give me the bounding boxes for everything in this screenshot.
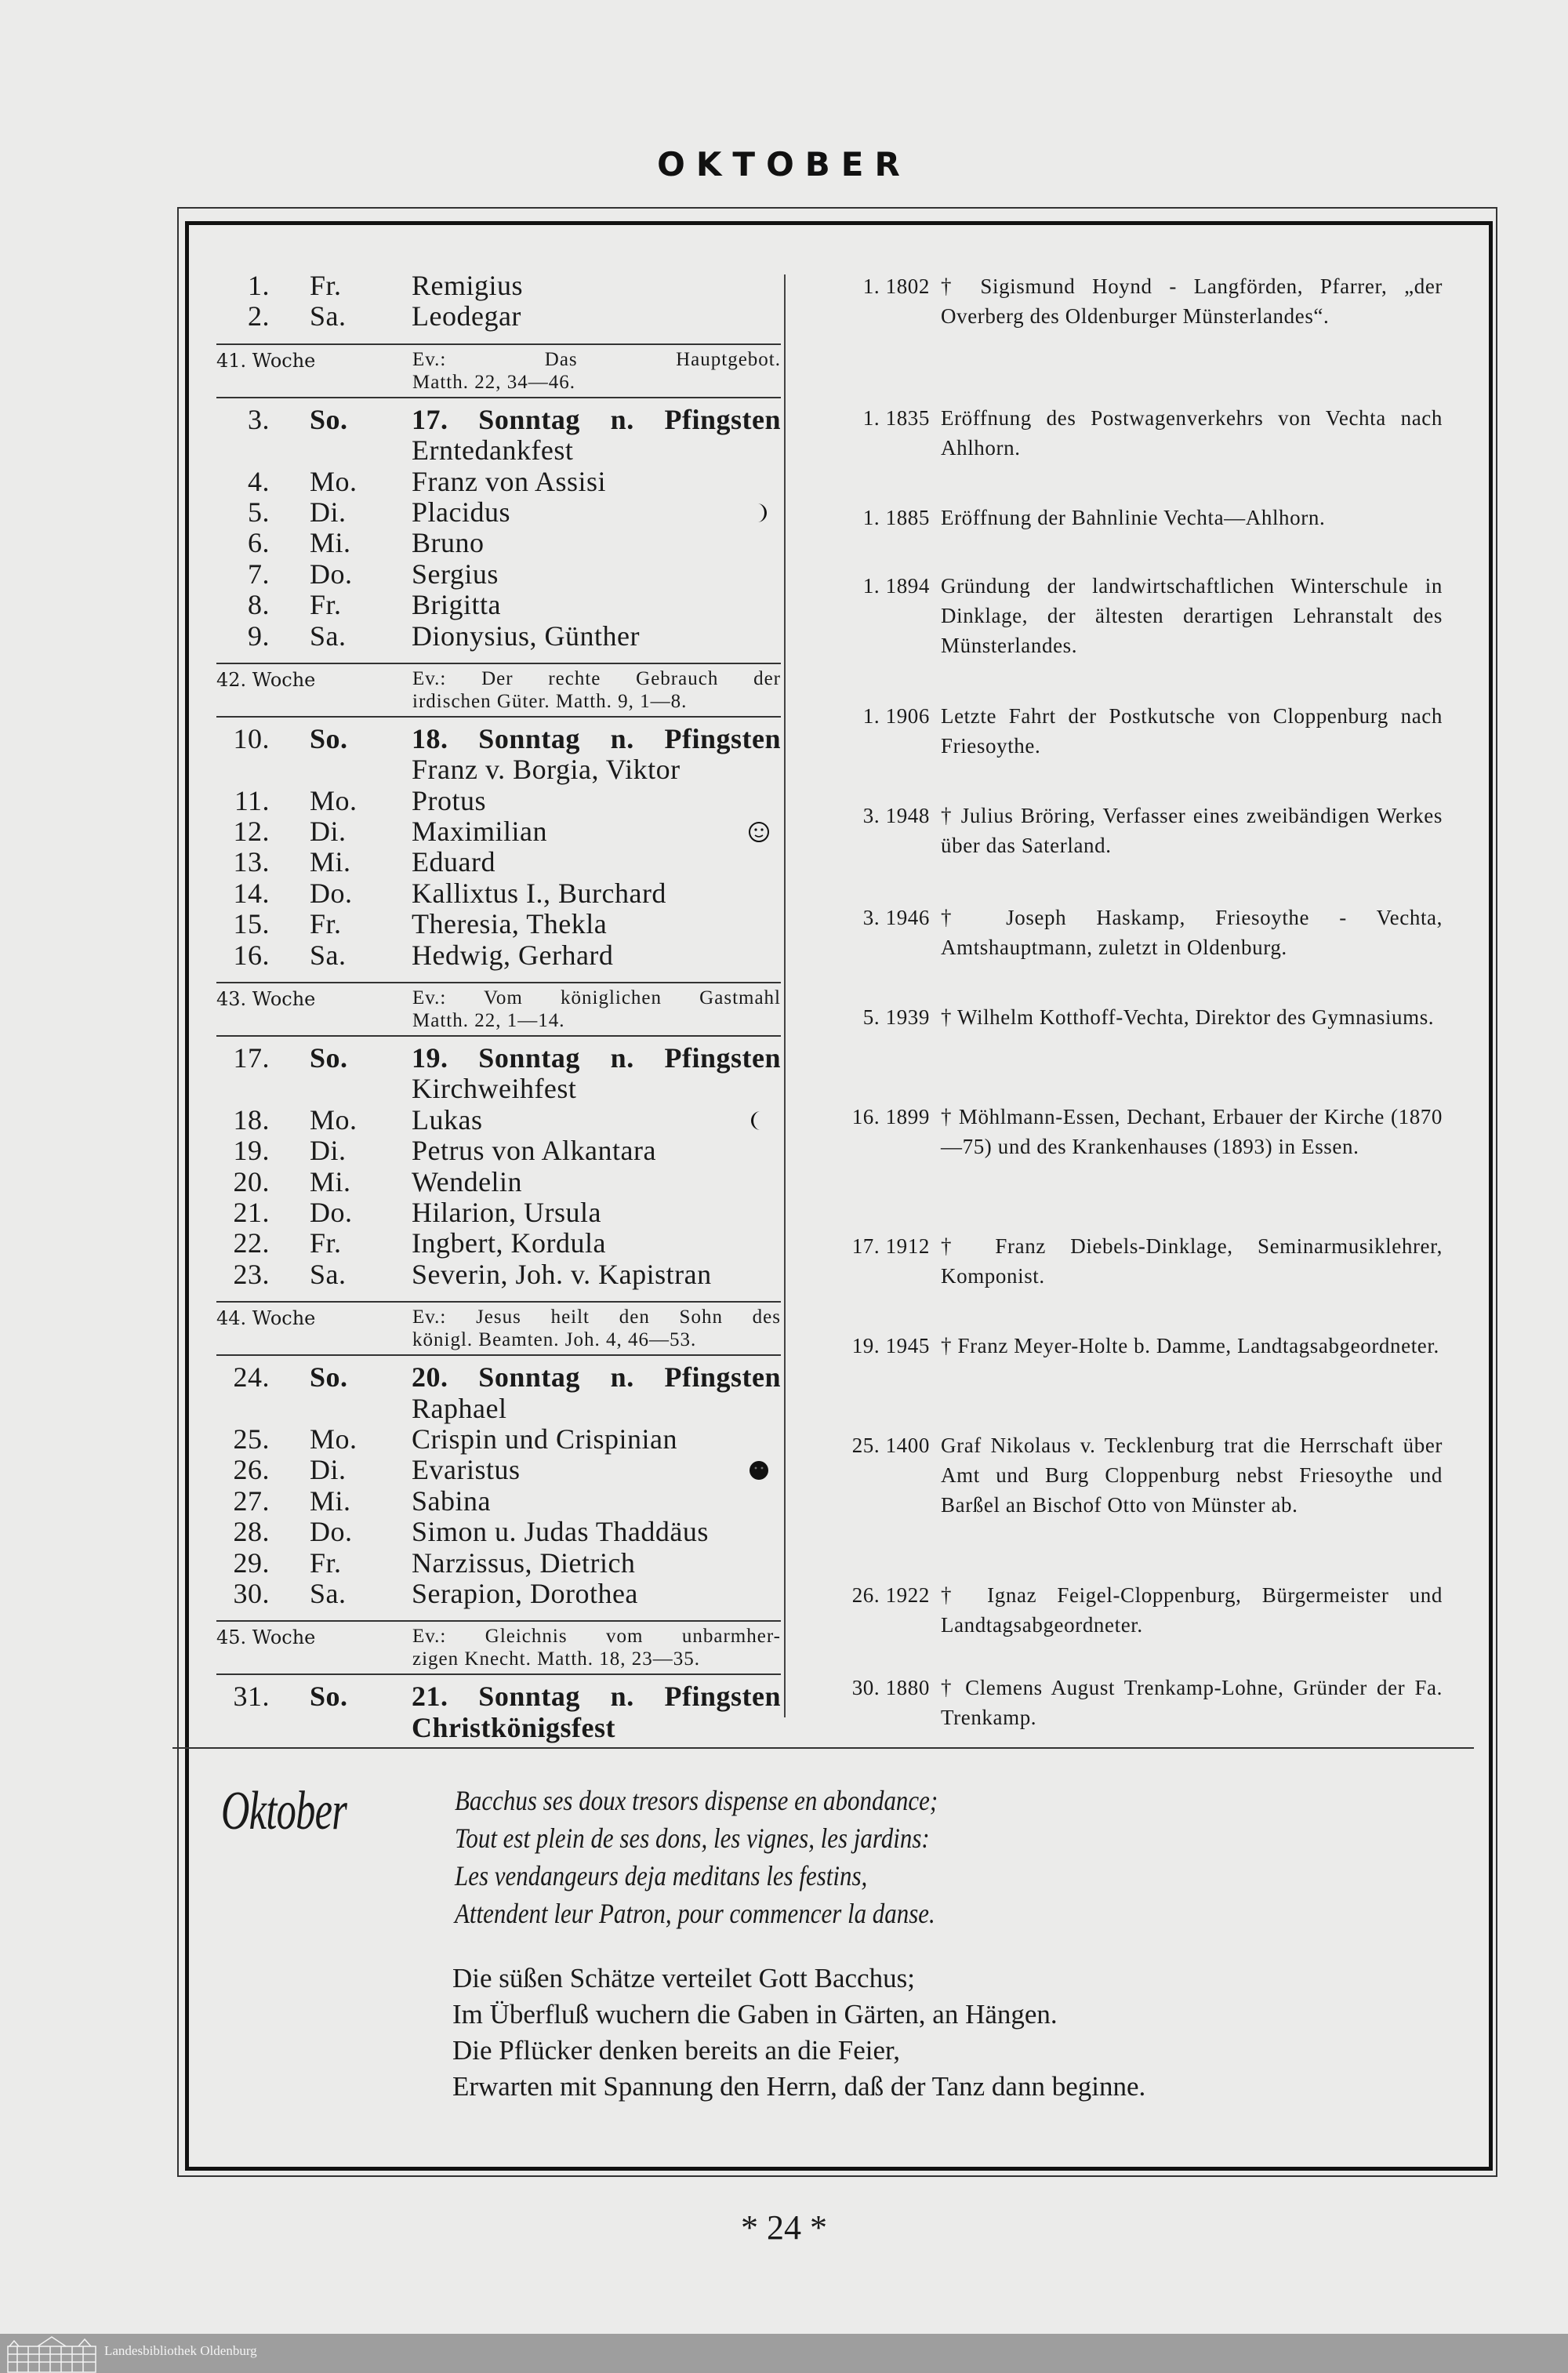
calendar-day-row: [212, 1136, 781, 1166]
day-number: 29.: [233, 1546, 270, 1579]
weekday: Sa.: [310, 1258, 347, 1290]
day-number: 23.: [233, 1258, 270, 1290]
day-number: 27.: [233, 1484, 270, 1517]
week-block: [216, 343, 781, 398]
calendar-day-row: [212, 847, 781, 878]
calendar-day-row: [212, 301, 781, 332]
poem-german: [452, 1961, 1145, 2105]
gospel-line: Matth. 22, 1—14.: [412, 1010, 565, 1032]
poem-line: Im Überfluß wuchern die Gaben in Gärten, an Hängen.: [452, 1999, 1058, 2030]
history-entry: [831, 271, 1443, 331]
weekday: Do.: [310, 877, 353, 909]
day-number: 6.: [248, 527, 270, 559]
calendar-day-row: [212, 1455, 781, 1485]
weekday: Do.: [310, 1196, 353, 1228]
history-entry: [831, 903, 1443, 962]
gospel-line: Ev.: Der rechte Gebrauch der: [412, 667, 781, 689]
weekday: So.: [310, 1681, 348, 1713]
poem-french: [455, 1782, 938, 1932]
day-number: 24.: [233, 1361, 270, 1394]
day-number: 13.: [233, 846, 270, 878]
saint-name: Narzissus, Dietrich: [412, 1546, 636, 1579]
week-label: 45. Woche: [216, 1626, 316, 1649]
calendar-day-row: [212, 497, 781, 528]
calendar-day-row: [212, 1362, 781, 1393]
weekday: Mi.: [310, 527, 351, 559]
weekday: So.: [310, 722, 348, 754]
saint-name: Theresia, Thekla: [412, 908, 608, 940]
saint-name: Ingbert, Kordula: [412, 1227, 606, 1259]
weekday: Fr.: [310, 270, 342, 301]
calendar-day-row: [212, 1197, 781, 1228]
saint-name: Bruno: [412, 527, 485, 559]
weekday: Sa.: [310, 620, 347, 652]
history-entry: [831, 403, 1443, 463]
calendar-day-row: [212, 909, 781, 939]
saint-name: Leodegar: [412, 300, 521, 333]
calendar-day-row: [212, 1548, 781, 1579]
saint-name: Evaristus: [412, 1454, 521, 1486]
poem-heading: Oktober: [221, 1781, 347, 1841]
sunday-title: 20. Sonntag n. Pfingsten: [412, 1361, 781, 1394]
day-number: 11.: [234, 784, 270, 816]
gospel-reading: [412, 348, 781, 394]
calendar-column: [212, 271, 781, 1743]
first-quarter-moon-icon: [748, 502, 770, 524]
history-entry: [831, 503, 1443, 532]
history-date: 5. 1939: [862, 1005, 930, 1029]
gospel-line: zigen Knecht. Matth. 18, 23—35.: [412, 1648, 701, 1670]
history-text: Letzte Fahrt der Postkutsche von Cloppenburg nach Friesoythe.: [941, 704, 1443, 758]
weekday: Mi.: [310, 846, 351, 878]
gospel-line: königl. Beamten. Joh. 4, 46—53.: [412, 1329, 697, 1351]
day-number: 15.: [233, 908, 270, 940]
calendar-day-row: [212, 1713, 781, 1743]
saint-name: Sergius: [412, 558, 499, 590]
saint-name: Dionysius, Günther: [412, 620, 640, 652]
weekday: Di.: [310, 816, 347, 848]
poem-line: Erwarten mit Spannung den Herrn, daß der Tanz dann beginne.: [452, 2071, 1146, 2102]
week-block: [216, 982, 781, 1037]
day-number: 4.: [248, 465, 270, 497]
weekday: So.: [310, 1361, 348, 1394]
history-date: 25. 1400: [851, 1434, 930, 1457]
calendar-day-row: [212, 816, 781, 847]
day-number: 25.: [233, 1423, 270, 1455]
saint-name: Simon u. Judas Thaddäus: [412, 1516, 709, 1548]
weekday: Mi.: [310, 1165, 351, 1197]
saint-name: Severin, Joh. v. Kapistran: [412, 1258, 712, 1290]
weekday: Sa.: [310, 939, 347, 971]
saint-name: Kallixtus I., Burchard: [412, 877, 666, 909]
weekday: Fr.: [310, 1227, 342, 1259]
week-label: 43. Woche: [216, 988, 316, 1011]
day-number: 21.: [233, 1196, 270, 1228]
calendar-day-row: [212, 940, 781, 971]
sunday-title: 19. Sonntag n. Pfingsten: [412, 1042, 781, 1074]
weekday: Di.: [310, 1135, 347, 1167]
new-moon-icon: [748, 1459, 770, 1481]
gospel-reading: [412, 667, 781, 713]
history-date: 3. 1948: [862, 804, 930, 827]
gospel-reading: [412, 987, 781, 1032]
history-date: 16. 1899: [851, 1105, 930, 1128]
history-text: † Clemens August Trenkamp-Lohne, Gründer der Fa. Trenkamp.: [941, 1676, 1443, 1729]
day-number: 17.: [233, 1042, 270, 1074]
poem-line: Die Pflücker denken bereits an die Feier,: [452, 2035, 901, 2066]
calendar-day-row: [212, 724, 781, 754]
weekday: Di.: [310, 1454, 347, 1486]
calendar-day-row: [212, 590, 781, 620]
calendar-day-row: [212, 1394, 781, 1424]
history-entry: [831, 1231, 1443, 1291]
calendar-day-row: [212, 1681, 781, 1712]
calendar-day-row: [212, 1486, 781, 1517]
history-date: 19. 1945: [851, 1334, 930, 1357]
sunday-title: 18. Sonntag n. Pfingsten: [412, 722, 781, 754]
weekday: Sa.: [310, 300, 347, 333]
poem-line: Attendent leur Patron, pour commencer la danse.: [455, 1898, 935, 1929]
day-number: 3.: [248, 403, 270, 435]
history-date: 1. 1885: [862, 506, 930, 529]
library-footer: [0, 2334, 1568, 2373]
history-entry: [831, 571, 1443, 660]
history-text: Gründung der landwirtschaftlichen Winterschule in Dinklage, der ältesten derartigen Lehranstalt des Münsterlandes.: [941, 574, 1443, 657]
saint-name: Sabina: [412, 1484, 491, 1517]
history-entry: [831, 801, 1443, 860]
saint-name: Petrus von Alkantara: [412, 1135, 656, 1167]
saint-name: Franz v. Borgia, Viktor: [412, 754, 681, 786]
day-number: 14.: [233, 877, 270, 909]
gospel-line: Matth. 22, 34—46.: [412, 371, 575, 393]
saint-name: Christkönigsfest: [412, 1711, 616, 1743]
history-text: † Ignaz Feigel-Cloppenburg, Bürgermeister und Landtagsabgeordneter.: [941, 1583, 1443, 1637]
day-number: 18.: [233, 1103, 270, 1136]
saint-name: Kirchweihfest: [412, 1073, 577, 1105]
week-label: 44. Woche: [216, 1307, 316, 1330]
history-text: Eröffnung des Postwagenverkehrs von Vechta nach Ahlhorn.: [941, 406, 1443, 460]
calendar-day-row: [212, 559, 781, 590]
calendar-day-row: [212, 1105, 781, 1136]
saint-name: Maximilian: [412, 816, 547, 848]
day-number: 26.: [233, 1454, 270, 1486]
day-number: 30.: [233, 1577, 270, 1609]
gospel-line: Ev.: Jesus heilt den Sohn des: [412, 1306, 781, 1328]
calendar-day-row: [212, 1424, 781, 1455]
week-label: 41. Woche: [216, 349, 316, 372]
gospel-line: Ev.: Vom königlichen Gastmahl: [412, 987, 781, 1009]
saint-name: Franz von Assisi: [412, 465, 607, 497]
day-number: 12.: [233, 816, 270, 848]
calendar-day-row: [212, 878, 781, 909]
saint-name: Lukas: [412, 1103, 483, 1136]
weekday: Fr.: [310, 908, 342, 940]
weekday: Mo.: [310, 465, 358, 497]
weekday: Fr.: [310, 1546, 342, 1579]
calendar-day-row: [212, 1228, 781, 1259]
day-number: 16.: [233, 939, 270, 971]
sunday-title: 21. Sonntag n. Pfingsten: [412, 1681, 781, 1713]
history-entry: [831, 1002, 1443, 1032]
sunday-title: 17. Sonntag n. Pfingsten: [412, 403, 781, 435]
gospel-line: Ev.: Gleichnis vom unbarmher-: [412, 1626, 781, 1648]
weekday: Fr.: [310, 589, 342, 621]
weekday: Do.: [310, 1516, 353, 1548]
poem-line: Bacchus ses doux tresors dispense en abondance;: [455, 1785, 938, 1816]
day-number: 7.: [248, 558, 270, 590]
calendar-day-row: [212, 271, 781, 301]
history-entry: [831, 1430, 1443, 1520]
calendar-day-row: [212, 1259, 781, 1290]
day-number: 10.: [233, 722, 270, 754]
history-text: † Franz Diebels-Dinklage, Seminarmusiklehrer, Komponist.: [941, 1234, 1443, 1288]
history-text: † Franz Meyer-Holte b. Damme, Landtagsabgeordneter.: [941, 1334, 1439, 1357]
calendar-day-row: [212, 528, 781, 558]
calendar-day-row: [212, 467, 781, 497]
calendar-day-row: [212, 1167, 781, 1197]
saint-name: Remigius: [412, 270, 524, 301]
saint-name: Protus: [412, 784, 487, 816]
gospel-reading: [412, 1625, 781, 1670]
day-number: 2.: [248, 300, 270, 333]
history-entry: [831, 701, 1443, 761]
poem-line: Die süßen Schätze verteilet Gott Bacchus;: [452, 1963, 915, 1993]
history-entry: [831, 1673, 1443, 1732]
saint-name: Crispin und Crispinian: [412, 1423, 678, 1455]
poem-line: Tout est plein de ses dons, les vignes, les jardins:: [455, 1822, 930, 1854]
gospel-line: irdischen Güter. Matth. 9, 1—8.: [412, 690, 688, 712]
day-number: 28.: [233, 1516, 270, 1548]
weekday: Di.: [310, 496, 347, 528]
column-divider: [784, 274, 786, 1717]
history-date: 1. 1802: [862, 274, 930, 298]
weekday: Sa.: [310, 1577, 347, 1609]
day-number: 22.: [233, 1227, 270, 1259]
calendar-day-row: [212, 621, 781, 652]
history-date: 1. 1906: [862, 704, 930, 728]
history-entry: [831, 1580, 1443, 1640]
history-date: 1. 1894: [862, 574, 930, 598]
gospel-line: Ev.: Das Hauptgebot.: [412, 348, 781, 370]
week-label: 42. Woche: [216, 668, 316, 691]
saint-name: Serapion, Dorothea: [412, 1577, 638, 1609]
library-building-logo-icon: [6, 2335, 97, 2373]
last-quarter-moon-icon: [748, 1110, 770, 1132]
weekday: Mo.: [310, 1423, 358, 1455]
history-text: Eröffnung der Bahnlinie Vechta—Ahlhorn.: [941, 506, 1326, 529]
history-date: 26. 1922: [851, 1583, 930, 1607]
saint-name: Erntedankfest: [412, 434, 574, 467]
saint-name: Hilarion, Ursula: [412, 1196, 601, 1228]
history-date: 30. 1880: [851, 1676, 930, 1699]
history-text: † Julius Bröring, Verfasser eines zweibändigen Werkes über das Saterland.: [941, 804, 1443, 857]
saint-name: Hedwig, Gerhard: [412, 939, 614, 971]
day-number: 1.: [248, 270, 270, 301]
history-text: † Joseph Haskamp, Friesoythe - Vechta, Amtshauptmann, zuletzt in Oldenburg.: [941, 906, 1443, 959]
day-number: 5.: [248, 496, 270, 528]
week-block: [216, 663, 781, 718]
saint-name: Eduard: [412, 846, 495, 878]
weekday: Do.: [310, 558, 353, 590]
calendar-day-row: [212, 1074, 781, 1104]
history-text: Graf Nikolaus v. Tecklenburg trat die Herrschaft über Amt und Burg Cloppenburg nebst Friesoythe und Barßel an Bischof Otto von Münster ab.: [941, 1434, 1443, 1517]
calendar-day-row: [212, 405, 781, 435]
weekday: Mi.: [310, 1484, 351, 1517]
library-name: Landesbibliothek Oldenburg: [104, 2343, 257, 2358]
calendar-day-row: [212, 754, 781, 785]
history-text: † Wilhelm Kotthoff-Vechta, Direktor des Gymnasiums.: [941, 1005, 1435, 1029]
calendar-day-row: [212, 786, 781, 816]
weekday: Mo.: [310, 784, 358, 816]
weekday: Mo.: [310, 1103, 358, 1136]
gospel-reading: [412, 1306, 781, 1351]
page-title: OKTOBER: [657, 145, 911, 184]
day-number: 19.: [233, 1135, 270, 1167]
history-date: 1. 1835: [862, 406, 930, 430]
calendar-day-row: [212, 1043, 781, 1074]
weekday: So.: [310, 1042, 348, 1074]
day-number: 31.: [233, 1681, 270, 1713]
history-date: 3. 1946: [862, 906, 930, 929]
calendar-day-row: [212, 1517, 781, 1547]
history-text: † Möhlmann-Essen, Dechant, Erbauer der Kirche (1870—75) und des Krankenhauses (1893) in Essen.: [941, 1105, 1443, 1158]
calendar-day-row: [212, 435, 781, 466]
saint-name: Placidus: [412, 496, 510, 528]
week-block: [216, 1620, 781, 1675]
day-number: 9.: [248, 620, 270, 652]
poem-line: Les vendangeurs deja meditans les festins,: [455, 1860, 868, 1891]
history-date: 17. 1912: [851, 1234, 930, 1258]
history-text: † Sigismund Hoynd - Langförden, Pfarrer, „der Overberg des Oldenburger Münsterlandes“.: [941, 274, 1443, 328]
saint-name: Wendelin: [412, 1165, 523, 1197]
history-entry: [831, 1331, 1443, 1361]
full-moon-icon: [748, 821, 770, 843]
saint-name: Brigitta: [412, 589, 501, 621]
history-entry: [831, 1102, 1443, 1161]
day-number: 20.: [233, 1165, 270, 1197]
day-number: 8.: [248, 589, 270, 621]
weekday: So.: [310, 403, 348, 435]
saint-name: Raphael: [412, 1392, 507, 1424]
page-number: * 24 *: [741, 2208, 827, 2247]
section-divider: [172, 1747, 1474, 1749]
calendar-day-row: [212, 1579, 781, 1609]
week-block: [216, 1301, 781, 1356]
